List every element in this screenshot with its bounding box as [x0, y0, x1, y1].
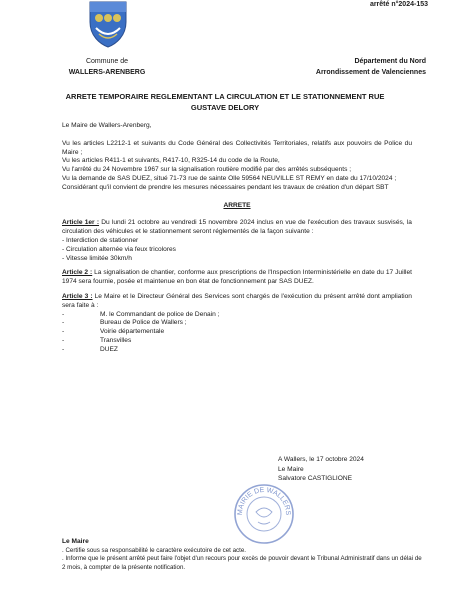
- vu-line: Vu les articles L2212-1 et suivants du Code Général des Collectivités Territoriales, relatifs aux pouvoirs de Police du Maire ;: [62, 139, 412, 156]
- signature-role: Le Maire: [278, 465, 304, 473]
- commune-header: [52, 56, 162, 78]
- list-item: - Voirie départementale: [100, 328, 412, 337]
- vu-line: Vu la demande de SAS DUEZ, situé 71-73 rue de sainte Olle 59564 NEUVILLE ST REMY en date du 17/10/2024 ;: [62, 174, 397, 182]
- department-header: [256, 56, 426, 78]
- article-1: [62, 219, 412, 237]
- article-3-list: [62, 311, 412, 355]
- article-2-text: La signalisation de chantier, conforme aux prescriptions de l'Inspection Interministérielle en date du 17 Juillet 1974 sera fournie, posée et maintenue en bon état de fonctionnement par SAS DUEZ.: [62, 269, 412, 286]
- document-title: ARRETE TEMPORAIRE REGLEMENTANT LA CIRCULATION ET LE STATIONNEMENT RUE GUSTAVE DELORY: [65, 92, 385, 112]
- list-item: - Transvilles: [100, 337, 412, 346]
- footer-title: Le Maire: [62, 538, 89, 545]
- list-item: - Circulation alternée via feux tricolores: [62, 245, 176, 253]
- department-name: Département du Nord: [354, 58, 426, 65]
- commune-label: Commune de: [85, 58, 129, 65]
- signature-block: [278, 455, 408, 484]
- document-body: [62, 122, 412, 355]
- official-stamp: [232, 482, 296, 546]
- signature-name: Salvatore CASTIGLIONE: [278, 475, 353, 482]
- coat-of-arms-logo: [86, 0, 130, 48]
- footer-line: . Informe que le présent arrêté peut faire l'objet d'un recours pour excès de pouvoir devant le Tribunal Administratif dans un délai de 2 mois, à compter de la présente notification.: [62, 555, 422, 571]
- vu-line: Vu les articles R411-1 et suivants, R417-10, R325-14 du code de la Route,: [62, 157, 280, 165]
- footer-line: . Certifie sous sa responsabilité le caractère exécutoire de cet acte.: [62, 546, 246, 554]
- list-item: - M. le Commandant de police de Denain ;: [100, 311, 412, 320]
- reference-number: arrêté n°2024-153: [369, 1, 428, 8]
- article-1-text: Du lundi 21 octobre au vendredi 15 novembre 2024 inclus en vue de l'exécution des travaux susvisés, la circulation des véhicules et le stationnement seront réglementés de la façon suivante :: [62, 219, 412, 236]
- article-1-label: Article 1er :: [62, 219, 100, 227]
- arrondissement-name: Arrondissement de Valenciennes: [315, 69, 426, 76]
- list-item: - Interdiction de stationner: [62, 236, 139, 244]
- vu-line: Vu l'arrêté du 24 Novembre 1967 sur la signalisation routière modifié par des arrêtés subséquents ;: [62, 166, 352, 174]
- list-item: - Bureau de Police de Wallers ;: [100, 319, 412, 328]
- article-3: [62, 293, 412, 311]
- intro-line: Le Maire de Wallers-Arenberg,: [62, 122, 152, 129]
- list-item: - DUEZ: [100, 346, 412, 355]
- commune-name: WALLERS-ARENBERG: [68, 69, 146, 76]
- article-2-label: Article 2 :: [62, 269, 93, 277]
- article-3-label: Article 3 :: [62, 292, 93, 300]
- list-item: - Vitesse limitée 30km/h: [62, 254, 132, 262]
- footer-notes: [62, 538, 422, 572]
- article-2: [62, 269, 412, 287]
- article-1-list: [62, 237, 412, 263]
- article-3-text: Le Maire et le Directeur Général des Services sont chargés de l'exécution du présent arrêté dont ampliation sera faite à :: [62, 292, 412, 309]
- stamp-text: MAIRIE DE WALLERS: [236, 486, 292, 516]
- considering-line: Considérant qu'il convient de prendre les mesures nécessaires pendant les travaux de création d'un départ SBT: [62, 183, 389, 191]
- signature-place-date: A Wallers, le 17 octobre 2024: [278, 456, 364, 463]
- arrete-heading: ARRETE: [223, 201, 251, 209]
